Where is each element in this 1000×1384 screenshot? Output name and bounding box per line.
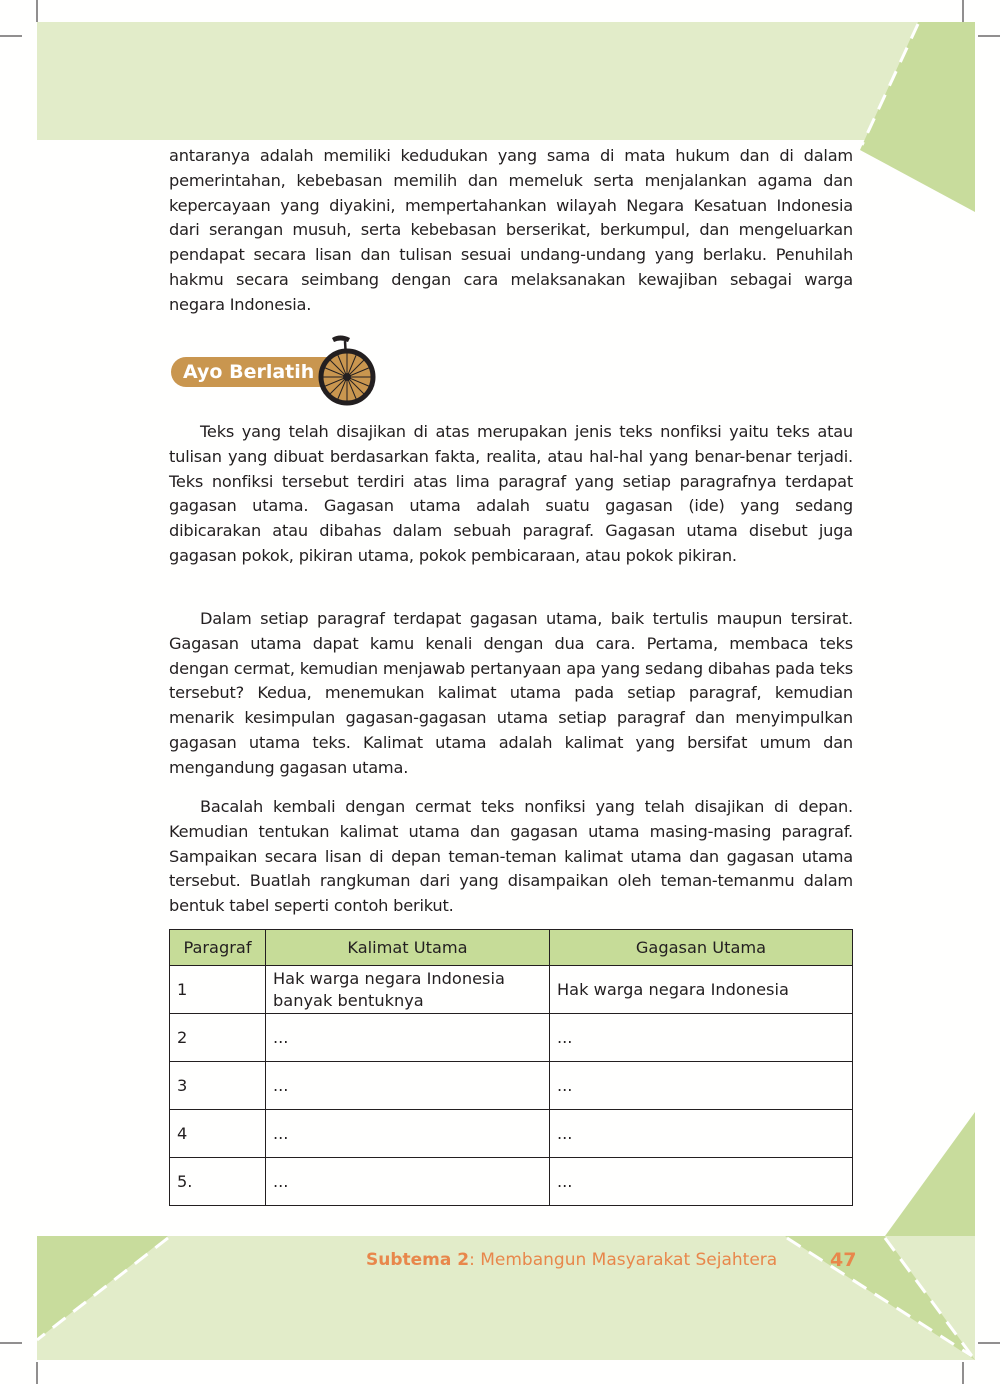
cell-kalimat: ... (266, 1062, 550, 1110)
table-row (170, 966, 853, 1014)
footer-subtema-label: Subtema 2 (366, 1250, 470, 1270)
cell-kalimat: ... (266, 1110, 550, 1158)
cell-paragraf: 4 (170, 1110, 266, 1158)
cell-gagasan: ... (550, 1110, 853, 1158)
header-kalimat-utama: Kalimat Utama (266, 930, 550, 966)
summary-table (169, 929, 853, 1206)
table-row (170, 1062, 853, 1110)
cell-kalimat: ... (266, 1158, 550, 1206)
paragraph-intro: antaranya adalah memiliki kedudukan yang sama di mata hukum dan di dalam pemerintahan, kebebasan memilih dan memeluk serta menjalankan agama dan kepercayaan yang diyakini, mempertahankan wilayah Negara Kesatuan Indonesia dari serangan musuh, serta kebebasan berserikat, berkumpul, dan mengeluarkan pendapat secara lisan dan tulisan sesuai undang-undang yang berlaku. Penuhilah hakmu secara seimbang dengan cara melaksanakan kewajiban sebagai warga negara Indonesia. (169, 146, 853, 314)
cell-gagasan: ... (550, 1062, 853, 1110)
section-title-badge: Ayo Berlatih (171, 357, 331, 387)
paragraph-1: Teks yang telah disajikan di atas merupakan jenis teks nonfiksi yaitu teks atau tulisan yang dibuat berdasarkan fakta, realita, atau hal-hal yang benar-benar terjadi. Teks nonfiksi tersebut terdiri atas lima paragraf yang setiap paragrafnya terdapat gagasan utama. Gagasan utama adalah suatu gagasan (ide) yang sedang dibicarakan atau dibahas dalam sebuah paragraf. Gagasan utama disebut juga gagasan pokok, pikiran utama, pokok pembicaraan, atau pokok pikiran. (169, 422, 853, 565)
table-row (170, 1014, 853, 1062)
cell-gagasan: ... (550, 1158, 853, 1206)
cell-paragraf: 2 (170, 1014, 266, 1062)
footer-subtema (366, 1250, 777, 1270)
cell-kalimat: ... (266, 1014, 550, 1062)
cell-paragraf: 3 (170, 1062, 266, 1110)
paragraph-2: Dalam setiap paragraf terdapat gagasan utama, baik tertulis maupun tersirat. Gagasan utama dapat kamu kenali dengan dua cara. Pertama, membaca teks dengan cermat, kemudian menjawab pertanyaan apa yang sedang dibahas pada teks tersebut? Kedua, menemukan kalimat utama pada setiap paragraf, kemudian menarik kesimpulan gagasan-gagasan utama setiap paragraf dan menyimpulkan gagasan utama teks. Kalimat utama adalah kalimat yang bersifat umum dan mengandung gagasan utama. (169, 609, 853, 777)
table-row (170, 1158, 853, 1206)
header-gagasan-utama: Gagasan Utama (550, 930, 853, 966)
cell-gagasan: ... (550, 1014, 853, 1062)
unicycle-icon (318, 330, 378, 410)
table-header-row (170, 930, 853, 966)
page-number: 47 (830, 1249, 857, 1271)
header-paragraf: Paragraf (170, 930, 266, 966)
cell-gagasan: Hak warga negara Indonesia (550, 966, 853, 1014)
footer-subtema-title: : Membangun Masyarakat Sejahtera (469, 1250, 778, 1270)
cell-kalimat: Hak warga negara Indonesia banyak bentuknya (266, 966, 550, 1014)
paragraph-3: Bacalah kembali dengan cermat teks nonfiksi yang telah disajikan di depan. Kemudian tentukan kalimat utama dan gagasan utama masing-masing paragraf. Sampaikan secara lisan di depan teman-teman kalimat utama dan gagasan utama tersebut. Buatlah rangkuman dari yang disampaikan oleh teman-temanmu dalam bentuk tabel seperti contoh berikut. (169, 797, 853, 916)
cell-paragraf: 5. (170, 1158, 266, 1206)
cell-paragraf: 1 (170, 966, 266, 1014)
table-row (170, 1110, 853, 1158)
